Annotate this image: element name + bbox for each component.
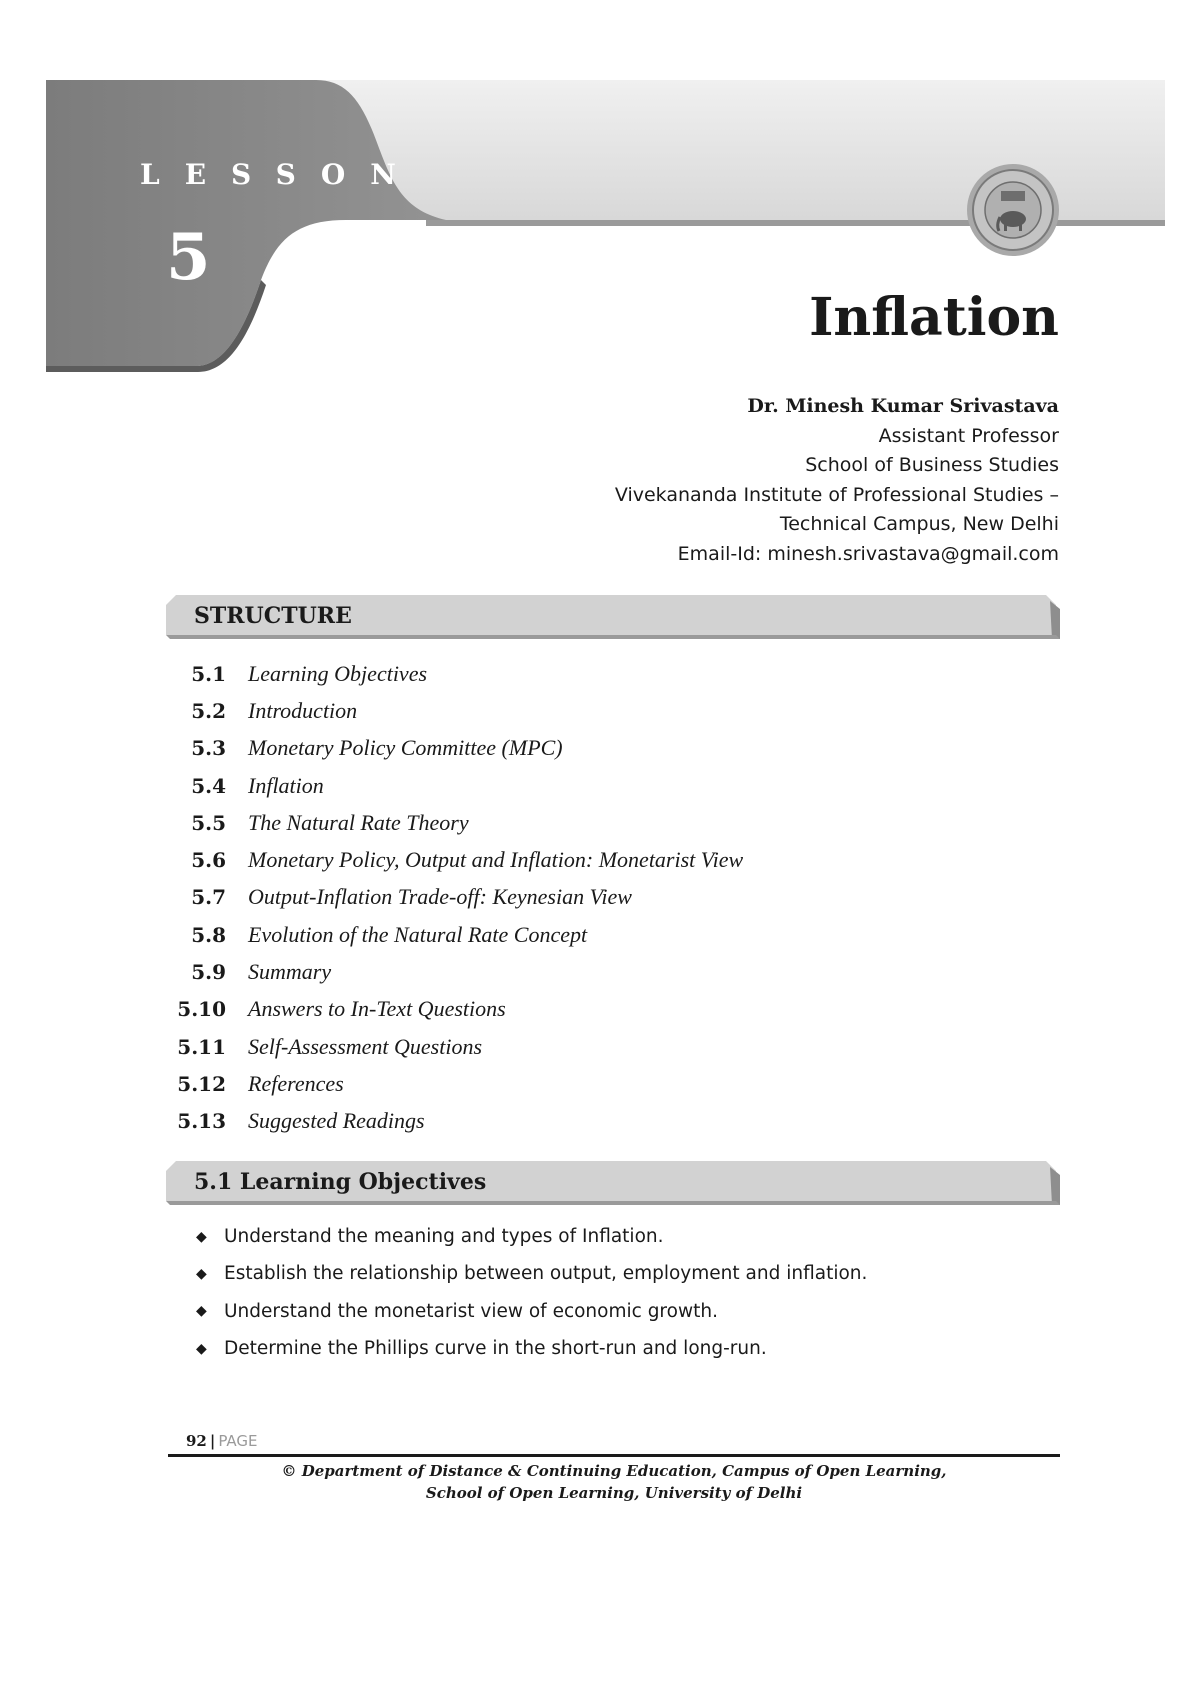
diamond-bullet-icon: ◆ [196,1228,207,1245]
author-institute: Vivekananda Institute of Professional Studies – [614,483,1059,506]
list-item [196,1330,867,1367]
footer-divider [168,1454,1060,1457]
toc-item [160,916,743,953]
author-name: Dr. Minesh Kumar Srivastava [747,395,1059,417]
toc-title: Monetary Policy, Output and Inflation: Monetarist View [248,847,744,873]
toc-item [160,1103,743,1140]
toc-number: 5.5 [191,810,226,835]
objective-text: Establish the relationship between output, employment and inflation. [224,1263,868,1285]
lesson-label: LESSON [140,158,421,191]
university-seal-icon [966,163,1060,257]
toc-title: Introduction [248,697,358,723]
toc-item [160,804,743,841]
toc-title: Suggested Readings [248,1108,425,1134]
toc-number: 5.9 [191,960,226,985]
structure-header [166,595,1060,642]
toc-item [160,1065,743,1102]
toc-title: Self-Assessment Questions [248,1033,483,1059]
toc-title: Output-Inflation Trade-off: Keynesian View [248,884,632,910]
toc-number: 5.3 [191,736,226,761]
author-school: School of Business Studies [805,454,1059,476]
copyright-line-1: © Department of Distance & Continuing Education, Campus of Open Learning, [281,1462,947,1480]
toc-title: Monetary Policy Committee (MPC) [248,735,563,761]
objective-text: Understand the monetarist view of economic growth. [224,1300,718,1322]
chapter-title: Inflation [809,287,1059,348]
author-email: Email-Id: minesh.srivastava@gmail.com [677,542,1059,565]
toc-title: Answers to In-Text Questions [248,996,506,1022]
toc-item [160,991,743,1028]
footer-copyright [168,1460,1060,1504]
lesson-number: 5 [166,220,211,295]
toc-title: References [248,1070,344,1096]
author-campus: Technical Campus, New Delhi [779,513,1059,535]
author-designation: Assistant Professor [878,424,1059,447]
toc-number: 5.7 [191,885,226,910]
objective-text: Understand the meaning and types of Inflation. [224,1226,664,1248]
page-number-label [186,1432,258,1450]
toc-number: 5.4 [191,773,226,798]
toc-number: 5.10 [177,997,226,1022]
toc-item [160,767,743,804]
copyright-line-2: School of Open Learning, University of Delhi [425,1484,803,1502]
toc-title: Summary [248,959,332,985]
toc-title: Evolution of the Natural Rate Concept [248,921,588,947]
list-item [196,1255,867,1292]
toc-item [160,953,743,990]
structure-heading: STRUCTURE [194,603,352,629]
toc-number: 5.12 [177,1071,226,1096]
objective-text: Determine the Phillips curve in the short-run and long-run. [224,1338,767,1360]
toc-item [160,1028,743,1065]
toc-item [160,879,743,916]
diamond-bullet-icon: ◆ [196,1303,207,1320]
toc-number: 5.8 [191,922,226,947]
toc-title: The Natural Rate Theory [248,809,469,835]
diamond-bullet-icon: ◆ [196,1340,207,1357]
structure-list [160,655,743,1140]
page-word: PAGE [218,1432,258,1450]
learning-objectives-header [166,1161,1060,1208]
toc-number: 5.13 [177,1109,226,1134]
toc-item [160,655,743,692]
toc-number: 5.6 [191,848,226,873]
page-separator: | [209,1432,216,1450]
toc-item [160,730,743,767]
toc-title: Learning Objectives [248,660,428,686]
learning-objectives-heading: 5.1 Learning Objectives [194,1169,487,1195]
list-item [196,1293,867,1330]
toc-number: 5.11 [177,1034,226,1059]
objectives-list [196,1218,867,1367]
toc-number: 5.1 [191,661,226,686]
toc-title: Inflation [248,772,324,798]
diamond-bullet-icon: ◆ [196,1265,207,1282]
page-number: 92 [186,1432,207,1450]
list-item [196,1218,867,1255]
toc-number: 5.2 [191,698,226,723]
author-block [615,392,1059,569]
toc-item [160,841,743,878]
toc-item [160,692,743,729]
